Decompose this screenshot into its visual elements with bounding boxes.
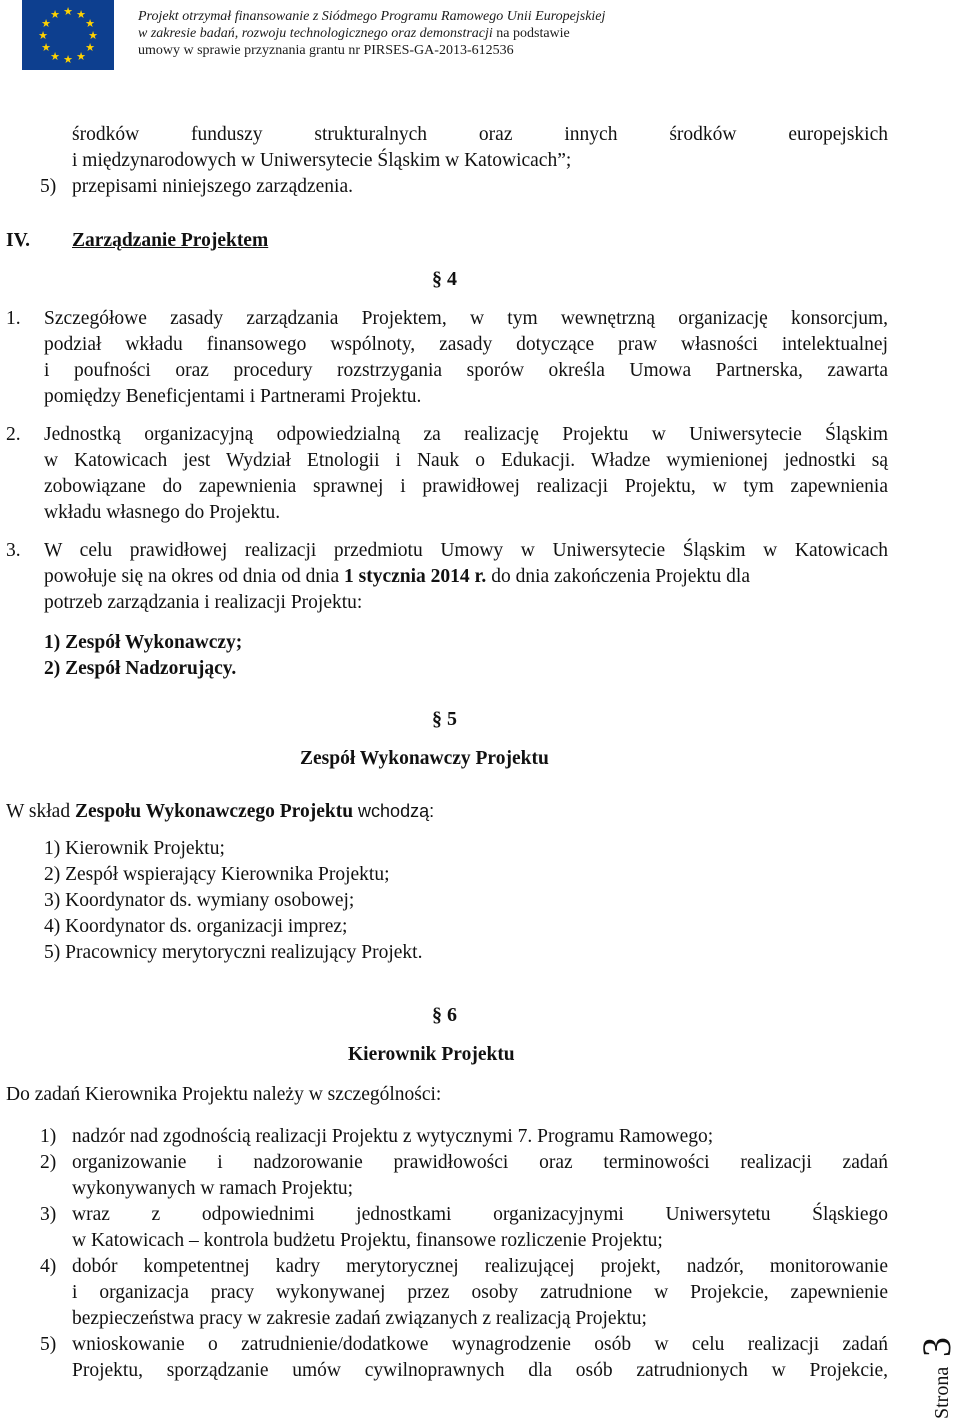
task-3-number: 3) bbox=[40, 1204, 57, 1225]
header-line-1: Projekt otrzymał finansowanie z Siódmego Programu Ramowego Unii Europejskiej bbox=[138, 9, 606, 24]
p3-line-2-a: powołuje się na okres od dnia od dnia bbox=[44, 566, 345, 587]
p3-date: 1 stycznia 2014 r. bbox=[344, 566, 487, 587]
continuation-line-2: i międzynarodowych w Uniwersytecie Śląskim w Katowicach”; bbox=[72, 150, 572, 171]
paragraph-5-title: Zespół Wykonawczy Projektu bbox=[300, 748, 549, 769]
task-3-line-2: w Katowicach – kontrola budżetu Projektu, finansowe rozliczenie Projektu; bbox=[72, 1230, 663, 1251]
paragraph-5-heading: § 5 bbox=[432, 708, 457, 730]
task-5-number: 5) bbox=[40, 1334, 57, 1355]
task-2-line-2: wykonywanych w ramach Projektu; bbox=[72, 1178, 354, 1199]
member-item-4: 4) Koordynator ds. organizacji imprez; bbox=[44, 916, 348, 937]
svg-text:★: ★ bbox=[50, 50, 60, 63]
team-list-item-1: 1) Zespół Wykonawczy; bbox=[44, 632, 243, 653]
member-item-2: 2) Zespół wspierający Kierownika Projektu; bbox=[44, 864, 390, 885]
svg-text:★: ★ bbox=[88, 29, 98, 42]
section-5-intro-c: wchodzą: bbox=[353, 801, 435, 821]
p1-number: 1. bbox=[6, 308, 21, 329]
section-roman-numeral: IV. bbox=[6, 230, 31, 251]
task-4-number: 4) bbox=[40, 1256, 57, 1277]
section-title: Zarządzanie Projektem bbox=[72, 230, 269, 251]
eu-flag-logo bbox=[22, 0, 114, 70]
p2-line-4: wkładu własnego do Projektu. bbox=[44, 502, 281, 523]
member-item-1: 1) Kierownik Projektu; bbox=[44, 838, 225, 859]
funding-header bbox=[138, 8, 605, 59]
svg-text:★: ★ bbox=[76, 8, 86, 21]
header-line-3: umowy w sprawie przyznania grantu nr PIRSES-GA-2013-612536 bbox=[138, 43, 514, 58]
header-line-2-italic: w zakresie badań, rozwoju technologicznego oraz demonstracji bbox=[138, 26, 493, 41]
task-1-line-1: nadzór nad zgodnością realizacji Projektu z wytycznymi 7. Programu Ramowego; bbox=[72, 1126, 714, 1147]
member-item-3: 3) Koordynator ds. wymiany osobowej; bbox=[44, 890, 355, 911]
p3-line-3: potrzeb zarządzania i realizacji Projektu: bbox=[44, 592, 363, 613]
section-5-intro-a: W skład bbox=[6, 801, 75, 822]
svg-text:★: ★ bbox=[50, 8, 60, 21]
task-5-line-1: wnioskowanie o zatrudnienie/dodatkowe wynagrodzenie osób w celu realizacji zadań bbox=[72, 1334, 888, 1355]
svg-text:★: ★ bbox=[85, 41, 95, 54]
p3-line-1: W celu prawidłowej realizacji przedmiotu Umowy w Uniwersytecie Śląskim w Katowicach bbox=[44, 540, 888, 561]
section-5-intro bbox=[6, 798, 434, 825]
svg-text:★: ★ bbox=[41, 41, 51, 54]
page-number: 3 bbox=[914, 1337, 959, 1357]
p2-number: 2. bbox=[6, 424, 21, 445]
svg-text:★: ★ bbox=[85, 17, 95, 30]
p3-line-2 bbox=[44, 564, 750, 590]
paragraph-6-title: Kierownik Projektu bbox=[348, 1044, 515, 1065]
paragraph-4-heading: § 4 bbox=[432, 268, 457, 290]
continuation-item-5-num: 5) bbox=[40, 176, 57, 197]
p2-line-3: zobowiązane do zapewnienia sprawnej i prawidłowej realizacji Projektu, w tym zapewnienia bbox=[44, 476, 888, 497]
task-5-line-2: Projektu, sporządzanie umów cywilnoprawnych dla osób zatrudnionych w Projekcie, bbox=[72, 1360, 888, 1381]
header-line-2-rest: na podstawie bbox=[492, 26, 570, 41]
paragraph-6-heading: § 6 bbox=[432, 1004, 457, 1026]
member-item-5: 5) Pracownicy merytoryczni realizujący Projekt. bbox=[44, 942, 423, 963]
svg-text:★: ★ bbox=[63, 5, 73, 18]
task-2-number: 2) bbox=[40, 1152, 57, 1173]
task-4-line-3: bezpieczeństwa pracy w zakresie zadań związanych z realizacją Projektu; bbox=[72, 1308, 647, 1329]
p3-line-2-c: do dnia zakończenia Projektu dla bbox=[486, 566, 751, 587]
continuation-item-5-text: przepisami niniejszego zarządzenia. bbox=[72, 176, 353, 197]
task-1-number: 1) bbox=[40, 1126, 57, 1147]
continuation-line-1: środków funduszy strukturalnych oraz innych środków europejskich bbox=[72, 124, 888, 145]
task-2-line-1: organizowanie i nadzorowanie prawidłowości oraz terminowości realizacji zadań bbox=[72, 1152, 888, 1173]
section-5-intro-b: Zespołu Wykonawczego Projektu bbox=[74, 801, 354, 822]
svg-text:★: ★ bbox=[76, 50, 86, 63]
section-6-intro: Do zadań Kierownika Projektu należy w szczególności: bbox=[6, 1084, 442, 1105]
page-footer bbox=[914, 1301, 959, 1421]
p2-line-1: Jednostką organizacyjną odpowiedzialną za realizację Projektu w Uniwersytecie Śląskim bbox=[44, 424, 888, 445]
task-3-line-1: wraz z odpowiednimi jednostkami organizacyjnymi Uniwersytetu Śląskiego bbox=[72, 1204, 888, 1225]
p1-line-4: pomiędzy Beneficjentami i Partnerami Projektu. bbox=[44, 386, 422, 407]
task-4-line-2: i organizacja pracy wykonywanej przez osoby zatrudnione w Projekcie, zapewnienie bbox=[72, 1282, 888, 1303]
svg-text:★: ★ bbox=[63, 53, 73, 66]
task-4-line-1: dobór kompetentnej kadry merytorycznej realizującej projekt, nadzór, monitorowanie bbox=[72, 1256, 888, 1277]
header-line-2 bbox=[138, 25, 605, 42]
p1-line-3: i poufności oraz procedury rozstrzygania sporów określa Umowa Partnerska, zawarta bbox=[44, 360, 888, 381]
page-label: Strona bbox=[931, 1366, 953, 1419]
p1-line-2: podział wkładu finansowego wspólnoty, zasady dotyczące praw własności intelektualnej bbox=[44, 334, 888, 355]
p1-line-1: Szczegółowe zasady zarządzania Projektem, w tym wewnętrzną organizację konsorcjum, bbox=[44, 308, 888, 329]
svg-text:★: ★ bbox=[38, 29, 48, 42]
p2-line-2: w Katowicach jest Wydział Etnologii i Nauk o Edukacji. Władze wymienionej jednostki są bbox=[44, 450, 888, 471]
p3-number: 3. bbox=[6, 540, 21, 561]
svg-text:★: ★ bbox=[41, 17, 51, 30]
team-list-item-2: 2) Zespół Nadzorujący. bbox=[44, 658, 237, 679]
